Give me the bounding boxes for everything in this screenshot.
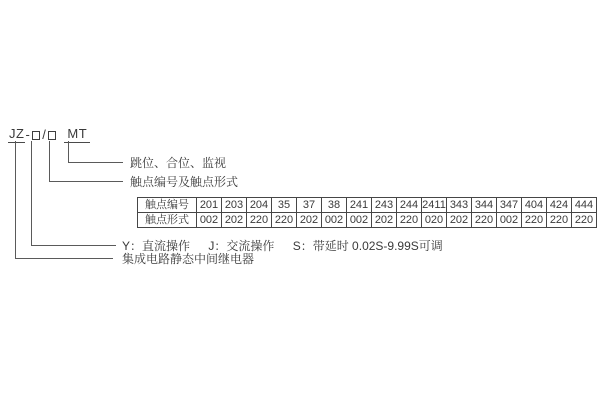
table-cell: 220 <box>522 213 547 228</box>
table-cell: 2411 <box>422 198 446 211</box>
table-cell: 202 <box>222 213 247 228</box>
table-cell: 38 <box>322 198 347 213</box>
table-cell: 020 <box>422 213 447 228</box>
model-prefix: JZ <box>9 126 25 141</box>
table-cell: 220 <box>472 213 497 228</box>
model-slash: / <box>42 127 47 142</box>
table-cell: 202 <box>372 213 397 228</box>
table-cell: 002 <box>347 213 372 228</box>
table-row <box>138 213 597 228</box>
table-cell: 202 <box>447 213 472 228</box>
row-header: 触点编号 <box>138 198 197 213</box>
table-cell: 201 <box>197 198 222 213</box>
table-cell: 244 <box>397 198 422 213</box>
table-cell: 220 <box>272 213 297 228</box>
table-cell: 202 <box>297 213 322 228</box>
operation-ac: J：交流操作 <box>208 239 275 253</box>
callout-contact-info: 触点编号及触点形式 <box>130 175 239 189</box>
placeholder-box-icon <box>48 131 56 140</box>
operation-delay: S：带延时 0.02S-9.99S可调 <box>292 239 443 253</box>
table-cell: 241 <box>347 198 372 213</box>
table-cell: 444 <box>572 198 597 213</box>
connector-line-product <box>15 141 113 259</box>
model-dash: - <box>25 127 31 142</box>
table-cell: 37 <box>297 198 322 213</box>
row-header: 触点形式 <box>138 213 197 228</box>
table-cell: 203 <box>222 198 247 213</box>
table-cell: 002 <box>497 213 522 228</box>
table-cell: 002 <box>197 213 222 228</box>
model-suffix: MT <box>64 126 90 143</box>
table-cell: 220 <box>247 213 272 228</box>
contact-table-wrapper <box>137 197 597 228</box>
table-cell: 243 <box>372 198 397 213</box>
table-cell: 002 <box>322 213 347 228</box>
operation-dc: Y：直流操作 <box>122 239 191 253</box>
table-cell: 344 <box>472 198 497 213</box>
callout-product-name: 集成电路静态中间继电器 <box>122 252 255 266</box>
callout-monitoring: 跳位、合位、监视 <box>130 156 227 170</box>
placeholder-box-icon <box>32 131 40 140</box>
contact-table <box>137 197 597 228</box>
table-cell: 35 <box>272 198 297 213</box>
table-cell: 424 <box>547 198 572 213</box>
table-cell: 220 <box>572 213 597 228</box>
table-cell: 220 <box>397 213 422 228</box>
table-cell: 347 <box>497 198 522 213</box>
table-cell: 220 <box>547 213 572 228</box>
table-cell: 204 <box>247 198 272 213</box>
table-cell: 343 <box>447 198 472 213</box>
table-row <box>138 198 597 213</box>
callout-operation-modes <box>122 240 443 252</box>
table-cell: 404 <box>522 198 547 213</box>
